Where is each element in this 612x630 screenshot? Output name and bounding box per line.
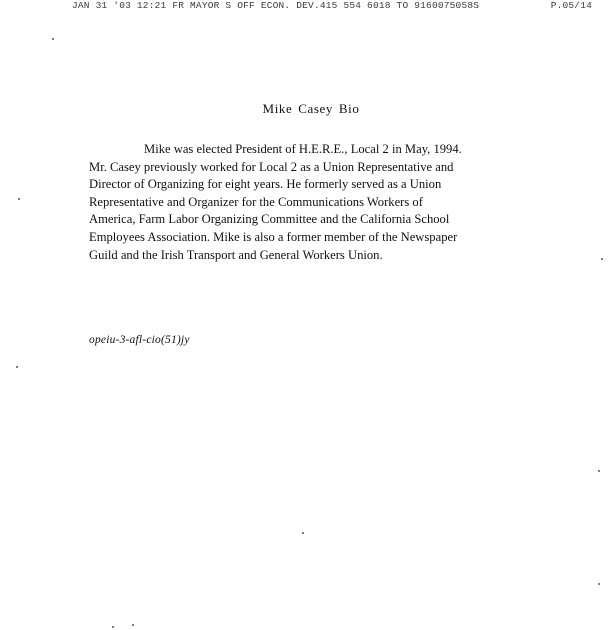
scan-speck (598, 583, 600, 585)
scan-speck (132, 624, 134, 626)
bio-line: Representative and Organizer for the Communications Workers of (89, 194, 423, 209)
scan-speck (16, 366, 18, 368)
bio-line: Employees Association. Mike is also a former member of the Newspaper (89, 229, 458, 244)
bio-line: America, Farm Labor Organizing Committee and the California School (89, 212, 450, 227)
document-title (0, 101, 612, 117)
fax-page-number: P.05/14 (550, 0, 592, 11)
bio-line: Guild and the Irish Transport and General Workers Union. (89, 247, 383, 262)
scan-speck (112, 626, 114, 628)
scan-speck (598, 470, 600, 472)
bio-line: Director of Organizing for eight years. He formerly served as a Union (89, 177, 442, 192)
scan-speck (601, 258, 603, 260)
scan-speck (52, 38, 54, 40)
document-title-text: Mike Casey Bio (262, 101, 360, 116)
fax-transmission-header (72, 0, 592, 12)
bio-line: Mr. Casey previously worked for Local 2 as a Union Representative and (89, 159, 454, 174)
fax-header-info: JAN 31 '03 12:21 FR MAYOR S OFF ECON. DEV.415 554 6018 TO 9160075058S (72, 0, 480, 11)
bio-paragraph (89, 141, 539, 264)
scan-speck (18, 198, 20, 200)
scan-speck (302, 532, 304, 534)
bio-line: Mike was elected President of H.E.R.E., Local 2 in May, 1994. (144, 142, 462, 156)
typist-reference-code: opeiu-3-afl-cio(51)jy (89, 334, 190, 346)
